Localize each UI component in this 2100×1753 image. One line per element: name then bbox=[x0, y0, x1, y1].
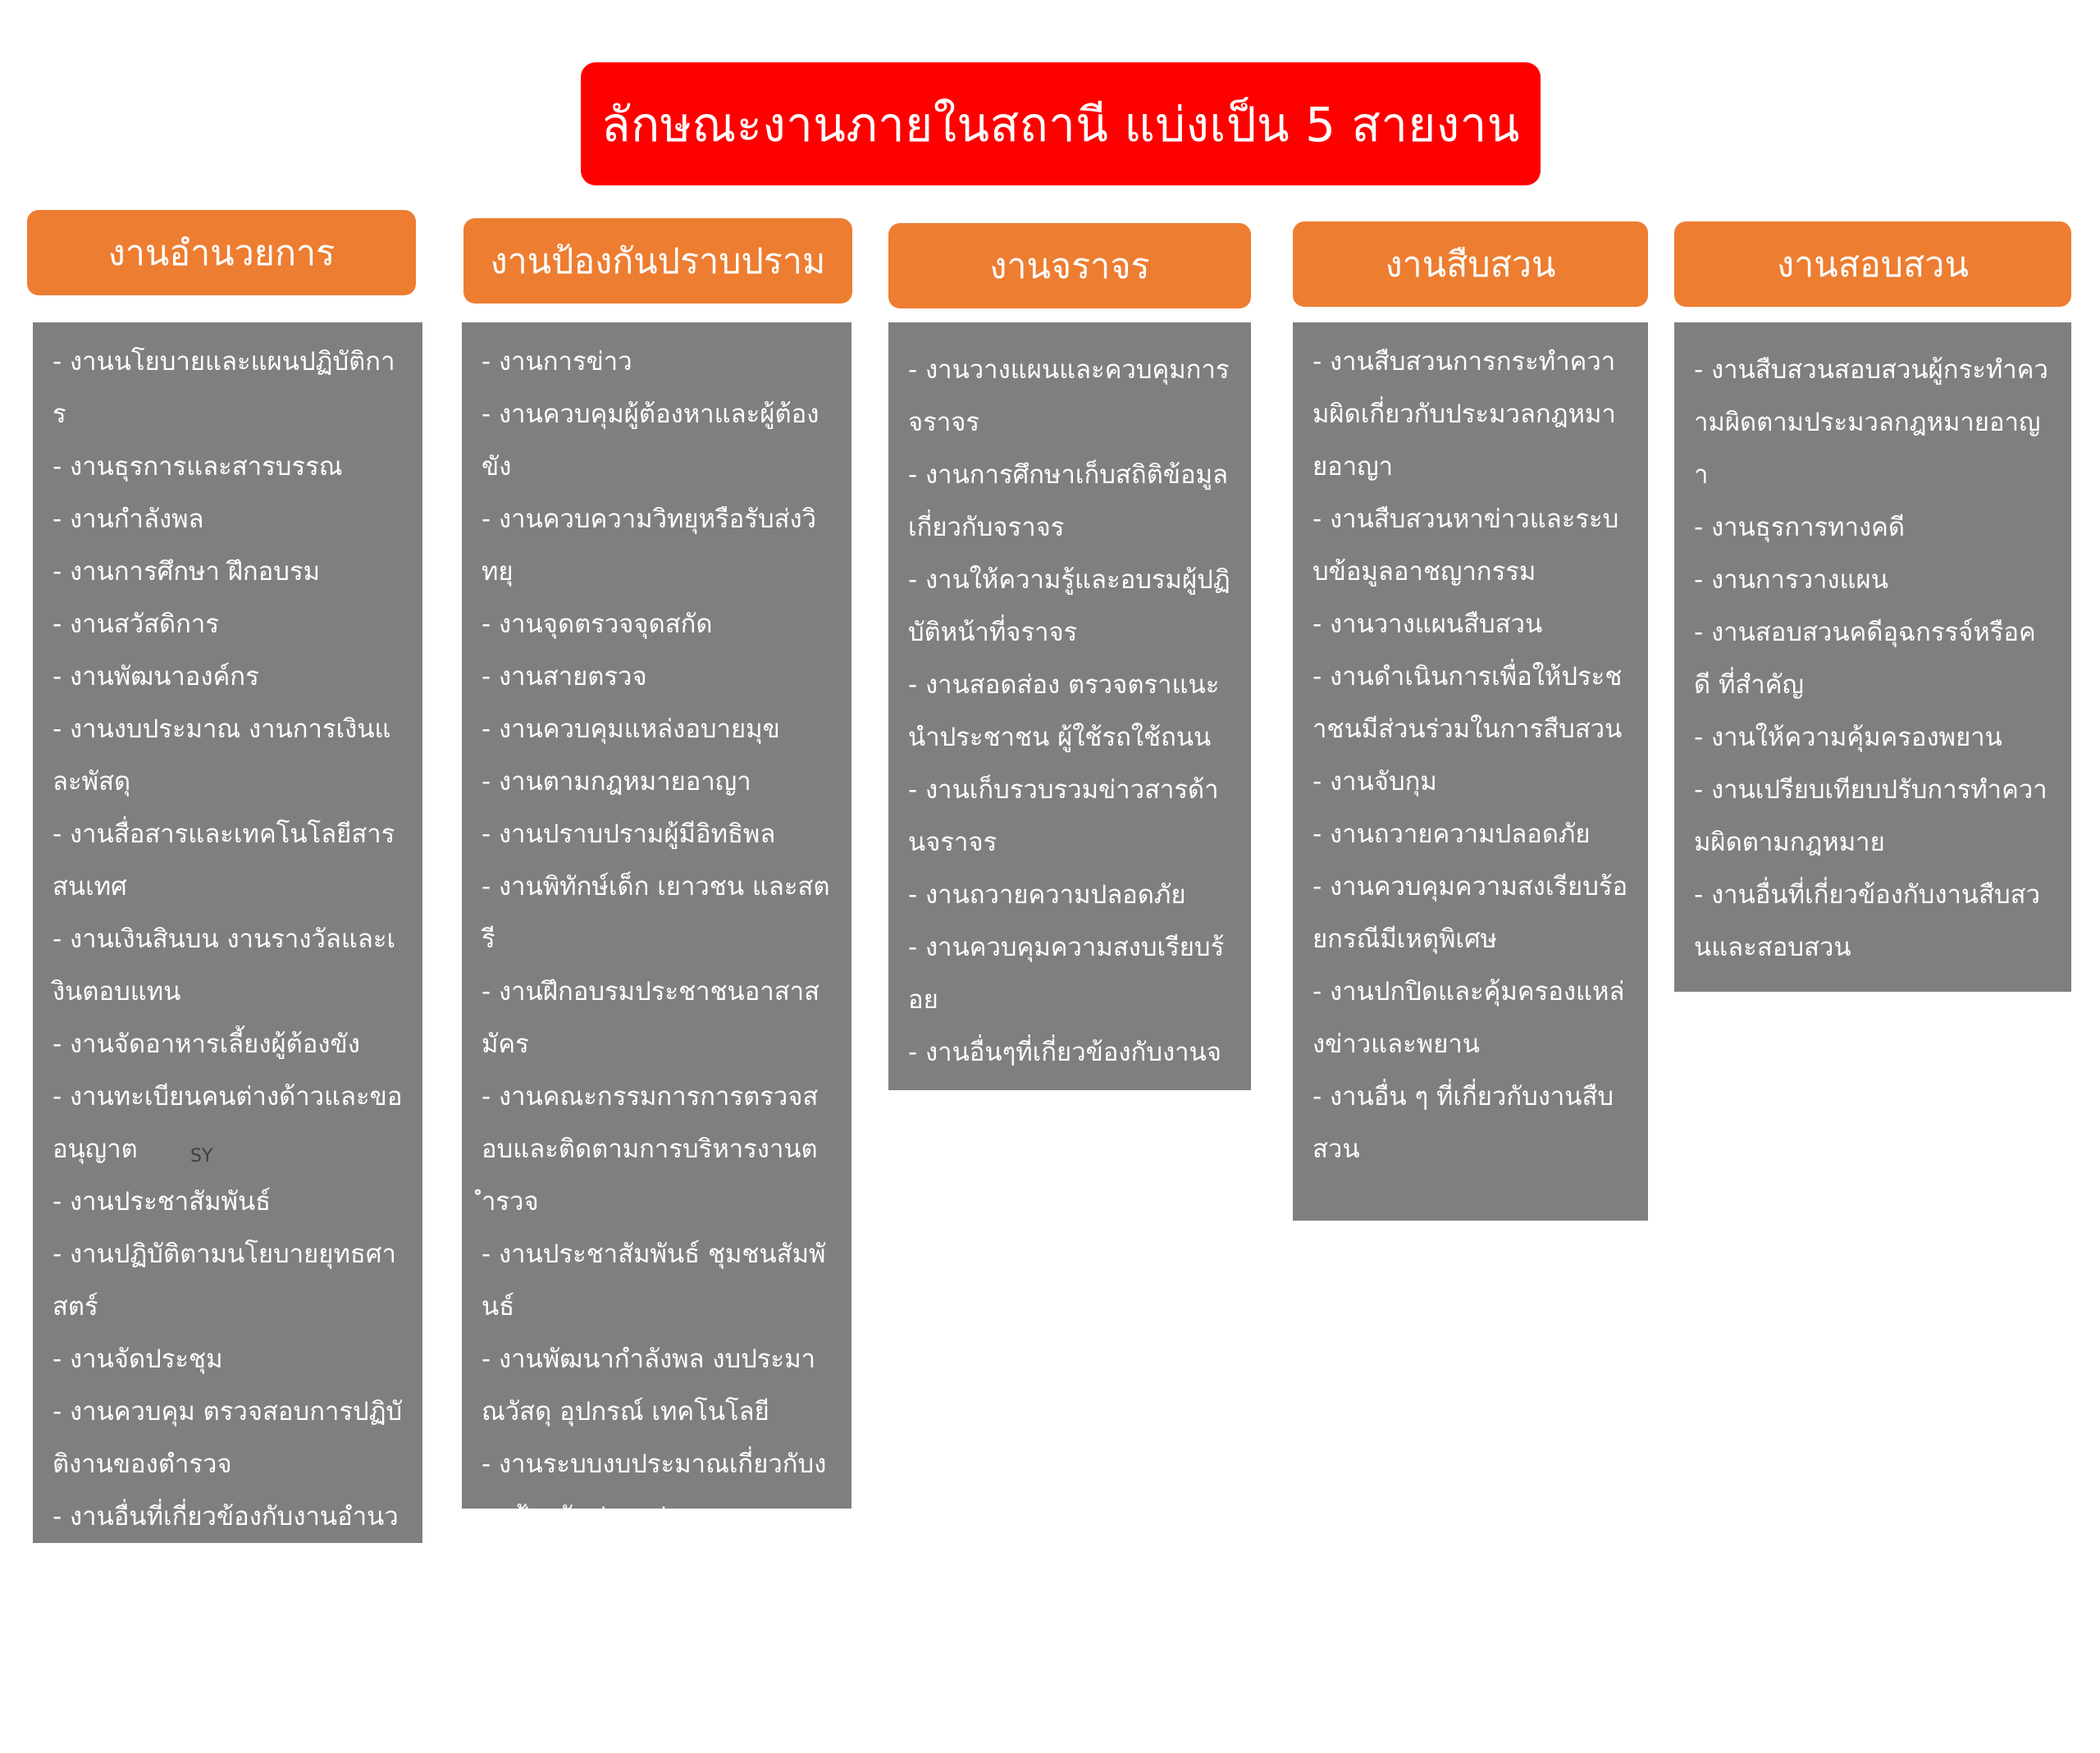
list-item: - งานคณะกรรมการการตรวจสอบและติดตามการบริหารงานตำรวจ bbox=[482, 1082, 819, 1217]
list-item: - งานเก็บรวบรวมข่าวสารด้านจราจร bbox=[908, 775, 1219, 857]
list-item: - งานสอดส่อง ตรวจตราแนะนำประชาชน ผู้ใช้รถใช้ถนน bbox=[908, 670, 1220, 752]
list-item: - งานปราบปรามผู้มีอิทธิพล bbox=[482, 819, 776, 849]
list-item: - งานควบความวิทยุหรือรับส่งวิทยุ bbox=[482, 504, 817, 587]
list-item: - งานสอบสวนคดีอุฉกรรจ์หรือคดี ที่สำคัญ bbox=[1694, 618, 2036, 700]
list-item: - งานอื่น ๆ ที่เกี่ยวกับงานสืบสวน bbox=[1312, 1082, 1614, 1164]
list-item: - งานสืบสวนการกระทำความผิดเกี่ยวกับประมวลกฎหมายอาญา bbox=[1312, 347, 1616, 482]
list-item: - งานฝึกอบรมประชาชนอาสาสมัคร bbox=[482, 977, 820, 1059]
list-item: - งานเปรียบเทียบปรับการทำความผิดตามกฎหมาย bbox=[1694, 775, 2048, 857]
list-item: - งานสืบสวนหาข่าวและระบบข้อมูลอาชญากรรม bbox=[1312, 504, 1619, 587]
list-item: - งานอื่นที่เกี่ยวข้องกับงานอำนวยการ bbox=[52, 1502, 399, 1584]
list-administration bbox=[52, 336, 403, 1596]
list-item: - งานธุรการทางคดี bbox=[1694, 513, 1906, 542]
list-item: - งานถวายความปลอดภัย bbox=[482, 1554, 760, 1584]
list-item: - งานประชาสัมพันธ์ ชุมชนสัมพันธ์ bbox=[482, 1239, 826, 1322]
list-item: - งานระบบงบประมาณเกี่ยวกับงานป้องกันปราบปราม bbox=[482, 1449, 827, 1532]
list-item: - งานการศึกษา ฝึกอบรม bbox=[52, 557, 321, 587]
list-item: - งานพิทักษ์เด็ก เยาวชน และสตรี bbox=[482, 872, 830, 954]
list-prevention-suppression bbox=[482, 336, 832, 1753]
list-item: - งานประชาสัมพันธ์ bbox=[52, 1187, 272, 1217]
column-prevention-suppression bbox=[462, 322, 851, 1742]
list-item: - งานสวัสดิการ bbox=[52, 609, 219, 639]
list-item: - งานพัฒนากำลังพล งบประมาณวัสดุ อุปกรณ์ เทคโนโลยี bbox=[482, 1344, 816, 1427]
list-item: - งานอื่นที่เกี่ยวกับงานป้องกันปราบปราม bbox=[482, 1659, 828, 1742]
list-item: - งานให้ความคุ้มครองพยาน bbox=[1694, 723, 2002, 752]
heading-inquiry: งานสอบสวน bbox=[1674, 221, 2071, 307]
list-investigation bbox=[1312, 336, 1628, 1176]
list-item: - งานสื่อสารและเทคโนโลยีสารสนเทศ bbox=[52, 819, 395, 902]
list-item: - งานจับกุม bbox=[1312, 767, 1437, 797]
list-item: - งานดำเนินการเพื่อให้ประชาชนมีส่วนร่วมในการสืบสวน bbox=[1312, 662, 1623, 744]
list-item: - งานตามกฎหมายอาญา bbox=[482, 767, 751, 797]
heading-traffic: งานจราจร bbox=[888, 223, 1251, 308]
list-item: - งานถวายความปลอดภัย bbox=[1312, 819, 1591, 849]
list-item: - งานปกปิดและคุ้มครองแหล่งข่าวและพยาน bbox=[1312, 977, 1625, 1059]
list-inquiry bbox=[1694, 344, 2052, 974]
list-item: - งานปฏิบัติตามนโยบายยุทธศาสตร์ bbox=[52, 1239, 396, 1322]
list-item: - งานสายตรวจ bbox=[482, 662, 647, 692]
list-item: - งานควบคุมผู้ต้องหาและผู้ต้องขัง bbox=[482, 399, 819, 482]
list-traffic bbox=[908, 344, 1231, 1131]
list-item: - งานให้ความรู้และอบรมผู้ปฏิบัติหน้าที่จราจร bbox=[908, 565, 1230, 647]
list-item: - งานควบคุมความสงเรียบร้อยกรณีมีเหตุพิเศษ bbox=[1312, 872, 1628, 954]
list-item: - งานจัดอาหารเลี้ยงผู้ต้องขัง bbox=[52, 1029, 360, 1059]
column-administration bbox=[33, 322, 422, 1584]
column-traffic bbox=[888, 322, 1251, 1120]
list-item: - งานสืบสวนสอบสวนผู้กระทำความผิดตามประมวลกฎหมายอาญา bbox=[1694, 355, 2048, 490]
list-item: - งานจัดประชุม bbox=[52, 1344, 223, 1374]
list-item: - งานการข่าว bbox=[482, 347, 632, 377]
list-item: - งานอื่นๆที่เกี่ยวข้องกับงานจราจร bbox=[908, 1038, 1221, 1120]
list-item: - งานเงินสินบน งานรางวัลและเงินตอบแทน bbox=[52, 924, 396, 1007]
heading-prevention-suppression: งานป้องกันปราบปราม bbox=[463, 218, 852, 304]
list-item: - งานวางแผนสืบสวน bbox=[1312, 609, 1543, 639]
list-item: - งานถวายความปลอดภัย bbox=[908, 880, 1186, 910]
list-item: - งานวางแผนและควบคุมการจราจร bbox=[908, 355, 1230, 437]
heading-investigation: งานสืบสวน bbox=[1293, 221, 1648, 307]
diagram-title: ลักษณะงานภายในสถานี แบ่งเป็น 5 สายงาน bbox=[581, 62, 1541, 185]
list-item: - งานพัฒนาองค์กร bbox=[52, 662, 259, 692]
list-item: - งานการศึกษาเก็บสถิติข้อมูลเกี่ยวกับจราจร bbox=[908, 460, 1228, 542]
list-item: - งานควบคุมแหล่งอบายมุข bbox=[482, 714, 780, 744]
list-item: - งานจุดตรวจจุดสกัด bbox=[482, 609, 713, 639]
list-item: - งานธุรการและสารบรรณ bbox=[52, 452, 343, 482]
column-investigation bbox=[1293, 322, 1648, 1221]
column-inquiry bbox=[1674, 322, 2071, 992]
list-item: - งานอื่นที่เกี่ยวข้องกับงานสืบสวนและสอบสวน bbox=[1694, 880, 2041, 962]
list-item: - งานทะเบียนคนต่างด้าวและขออนุญาต bbox=[52, 1082, 403, 1164]
list-item: - งานการวางแผน bbox=[1694, 565, 1888, 595]
list-item: - งานควบคุม ตรวจสอบการปฏิบัติงานของตำรวจ bbox=[52, 1397, 403, 1479]
list-item: - งานงบประมาณ งานการเงินและพัสดุ bbox=[52, 714, 391, 797]
list-item: - งานกำลังพล bbox=[52, 504, 204, 534]
list-item: - งานควบคุมความสงบเรียบร้อย bbox=[482, 1607, 829, 1637]
list-item: - งานควบคุมความสงบเรียบร้อย bbox=[908, 933, 1225, 1015]
list-item: - งานนโยบายและแผนปฏิบัติการ bbox=[52, 347, 395, 429]
heading-administration: งานอำนวยการ bbox=[27, 210, 416, 295]
stray-mark: SY bbox=[190, 1146, 213, 1166]
